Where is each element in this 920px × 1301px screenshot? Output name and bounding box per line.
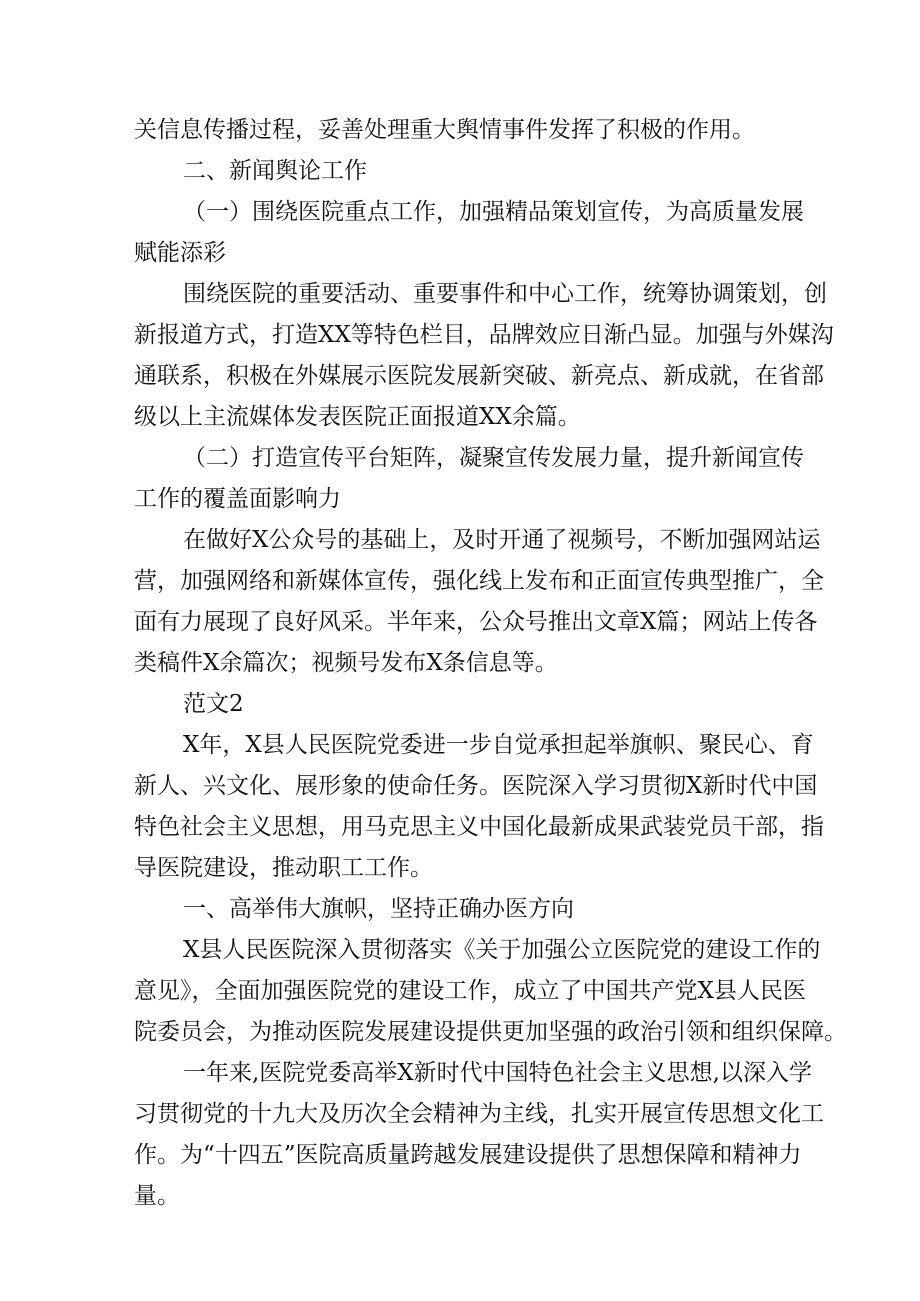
- text-line: 作。为“十四五”医院高质量跨越发展建设提供了思想保障和精神力: [134, 1142, 802, 1168]
- text-line: 营，加强网络和新媒体宣传，强化线上发布和正面宣传典型推广，全: [134, 568, 824, 594]
- subsection-heading: （一）围绕医院重点工作，加强精品策划宣传，为高质量发展: [183, 199, 804, 225]
- text-line: X县人民医院深入贯彻落实《关于加强公立医院党的建设工作的: [183, 937, 821, 963]
- text-line: 特色社会主义思想，用马克思主义中国化最新成果武装党员干部，指: [134, 814, 824, 840]
- text-line: 面有力展现了良好风采。半年来，公众号推出文章X篇；网站上传各: [134, 609, 818, 635]
- text-line: 级以上主流媒体发表医院正面报道XX余篇。: [134, 404, 581, 430]
- section-heading: 二、新闻舆论工作: [183, 158, 367, 184]
- text-line: 新人、兴文化、展形象的使命任务。医院深入学习贯彻X新时代中国: [134, 773, 818, 799]
- section-heading: 范文2: [183, 691, 244, 717]
- section-heading: 一、高举伟大旗帜，坚持正确办医方向: [183, 896, 574, 922]
- text-line: 类稿件X余篇次；视频号发布X条信息等。: [134, 650, 558, 676]
- text-line: X年，X县人民医院党委进一步自觉承担起举旗帜、聚民心、育: [183, 732, 814, 758]
- text-line: 意见》，全面加强医院党的建设工作，成立了中国共产党X县人民医: [134, 978, 806, 1004]
- text-line: 量。: [134, 1183, 180, 1209]
- subsection-heading: 赋能添彩: [134, 240, 226, 266]
- text-line: 新报道方式，打造XX等特色栏目，品牌效应日渐凸显。加强与外媒沟: [134, 322, 834, 348]
- text-line: 一年来,医院党委高举X新时代中国特色社会主义思想,以深入学: [183, 1060, 812, 1086]
- text-line: 习贯彻党的十九大及历次全会精神为主线，扎实开展宣传思想文化工: [134, 1101, 824, 1127]
- text-line: 在做好X公众号的基础上，及时开通了视频号，不断加强网站运: [183, 527, 821, 553]
- text-line: 围绕医院的重要活动、重要事件和中心工作，统筹协调策划，创: [183, 281, 827, 307]
- text-line: 通联系，积极在外媒展示医院发展新突破、新亮点、新成就，在省部: [134, 363, 824, 389]
- text-line: 关信息传播过程，妥善处理重大舆情事件发挥了积极的作用。: [134, 117, 755, 143]
- subsection-heading: 工作的覆盖面影响力: [134, 486, 341, 512]
- text-line: 院委员会，为推动医院发展建设提供更加坚强的政治引领和组织保障。: [134, 1019, 847, 1045]
- text-line: 导医院建设，推动职工工作。: [134, 855, 433, 881]
- subsection-heading: （二）打造宣传平台矩阵，凝聚宣传发展力量，提升新闻宣传: [183, 445, 804, 471]
